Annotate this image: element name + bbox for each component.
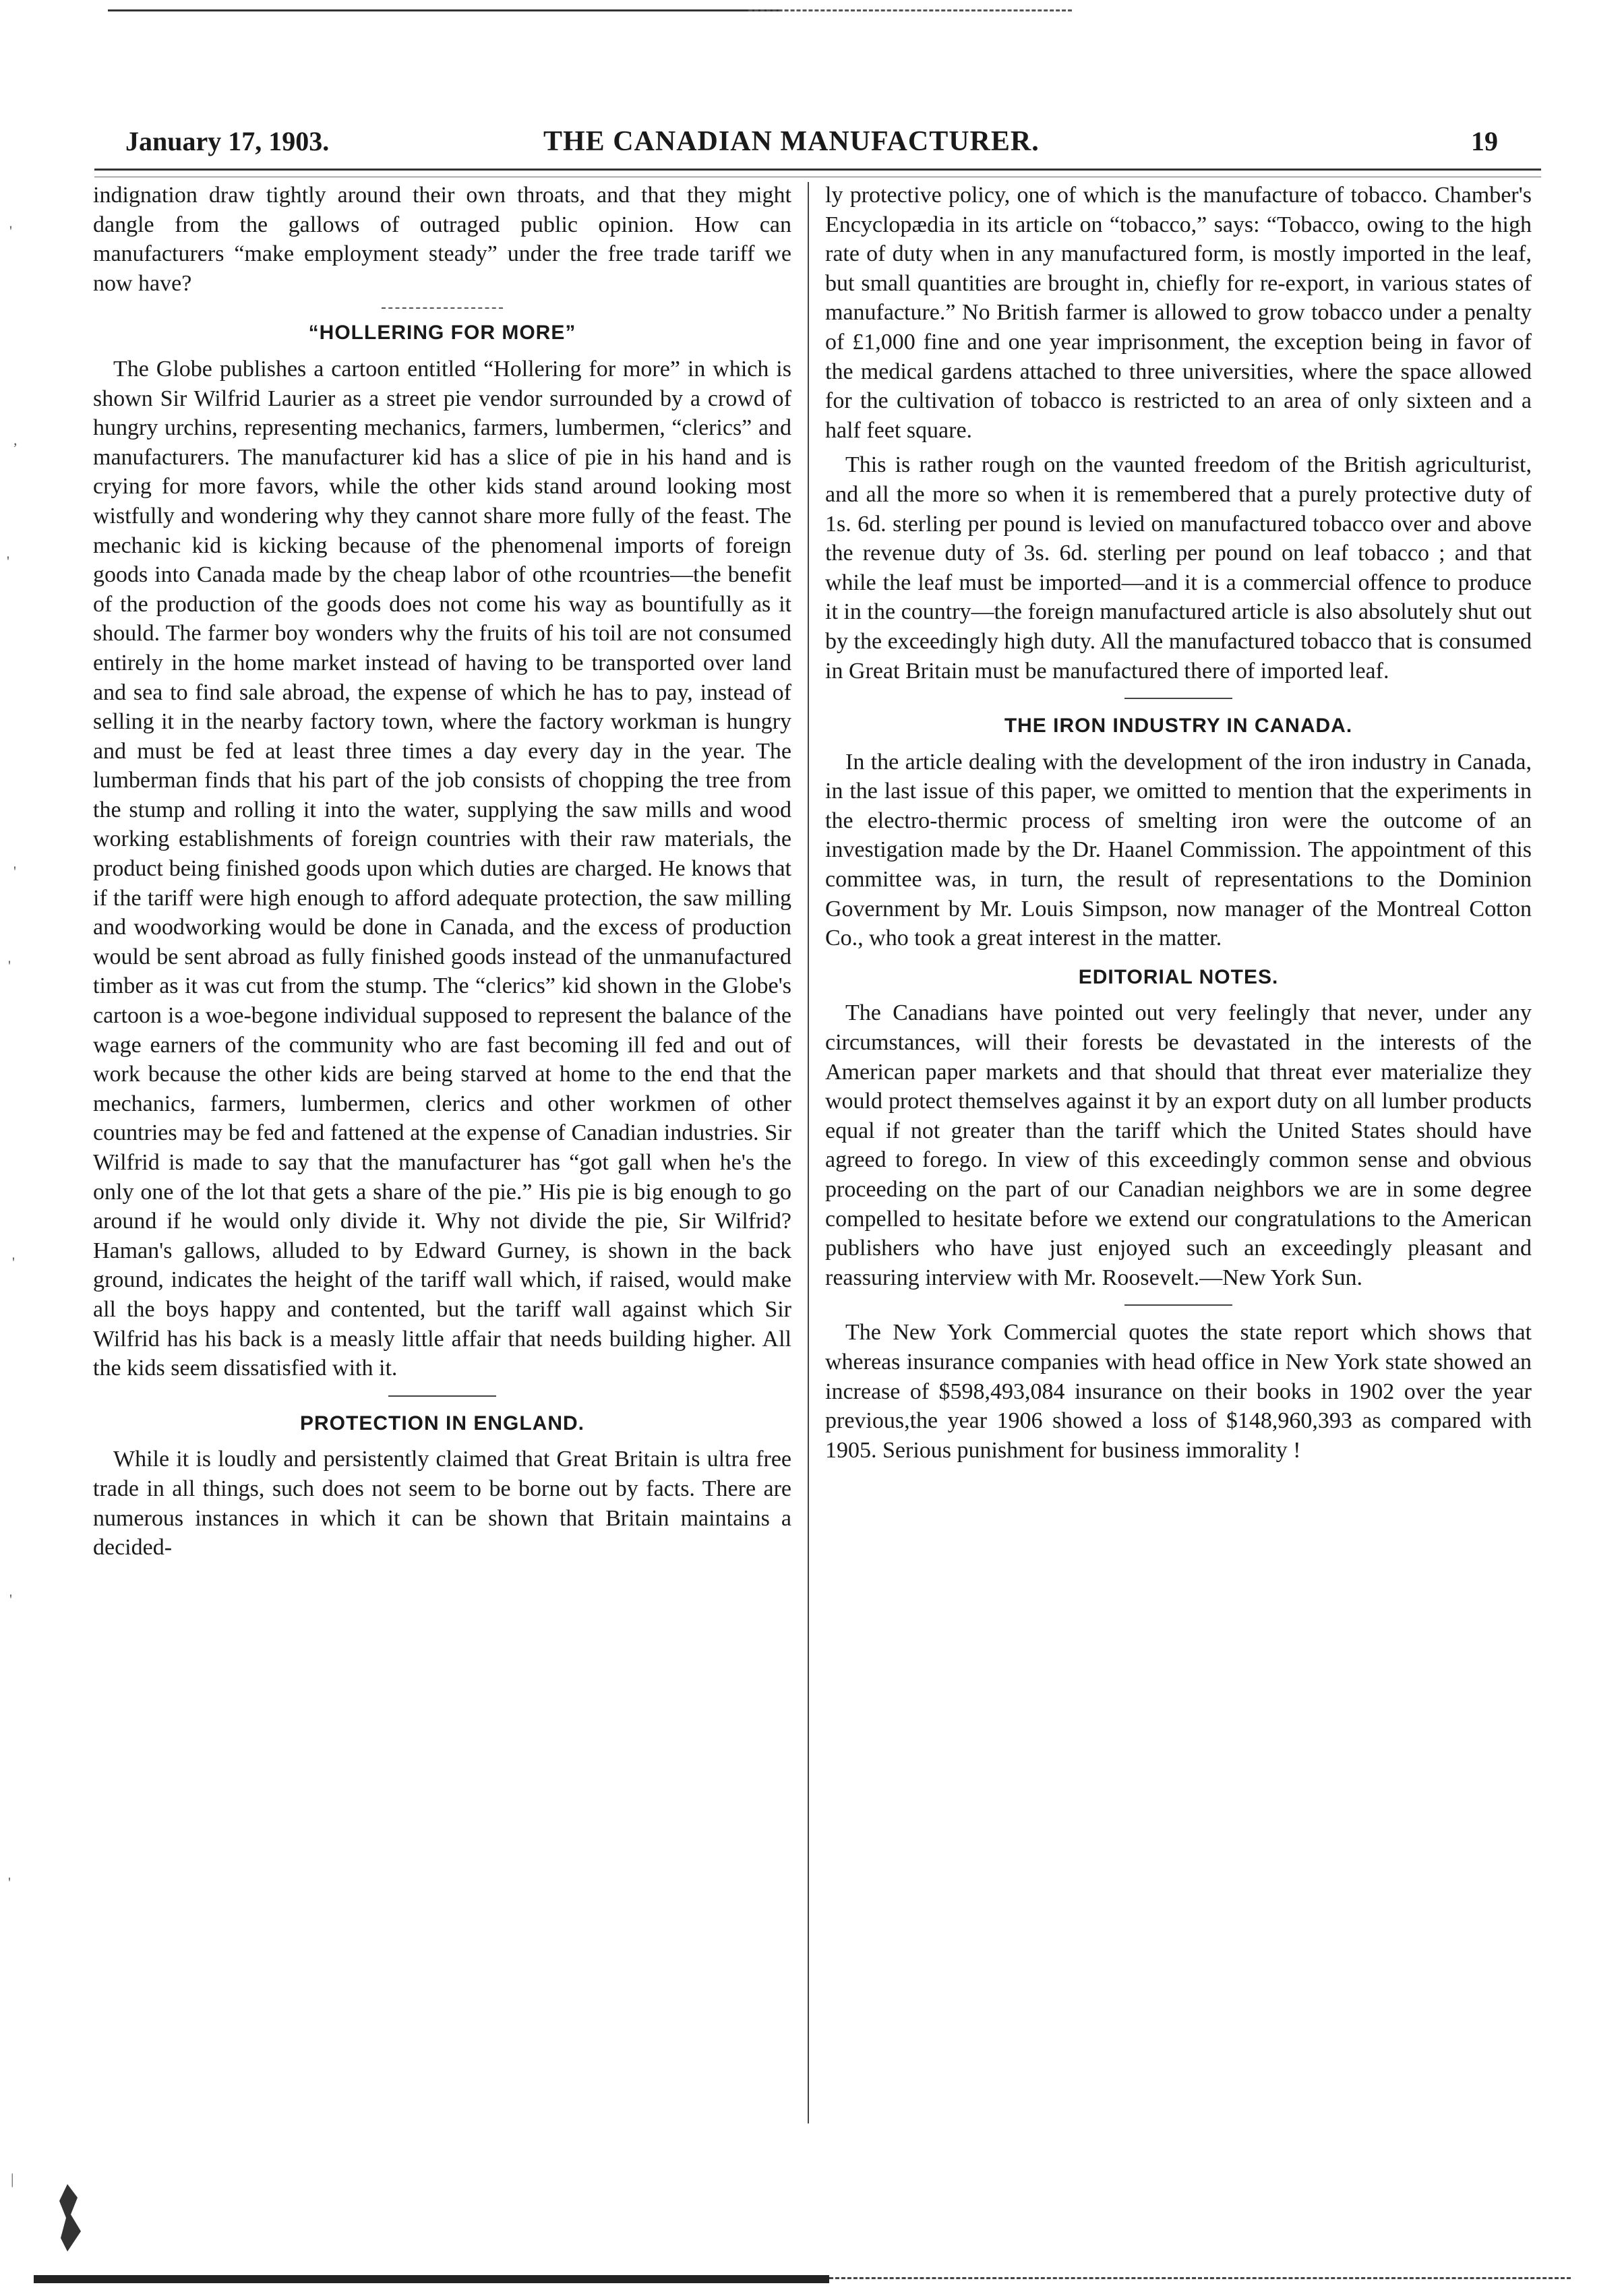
- paragraph: The New York Commercial quotes the state report which shows that whereas insurance companies with head office in New York state showed an increase of $598,493,084 insurance on their books in 1902 over the year previous,the year 1906 showed a loss of $148,960,393 as compared with 1905. Serious punishment for business immorality !: [825, 1320, 1532, 1463]
- section-separator: [382, 307, 503, 309]
- publication-title: THE CANADIAN MANUFACTURER.: [543, 126, 1040, 157]
- header-rule: [94, 169, 1541, 171]
- issue-date: January 17, 1903.: [125, 126, 330, 156]
- top-dashed-rule: [748, 9, 1072, 11]
- scan-margin-marks: ' , ' ' ' ' ' ' |: [7, 222, 18, 2187]
- paragraph: indignation draw tightly around their own throats, and that they might dangle from the gallows of outraged public opinion. How can manufacturers “make employment steady” under the free trade tariff we now have?: [93, 183, 791, 296]
- bottom-dashed-rule: [829, 2277, 1571, 2279]
- ink-blot-mark: [54, 2177, 94, 2258]
- right-column: [825, 181, 1532, 2237]
- section-heading: PROTECTION IN ENGLAND.: [299, 1412, 584, 1434]
- section-heading: “HOLLERING FOR MORE”: [308, 322, 576, 344]
- bottom-rule: [34, 2275, 829, 2283]
- page-header: [125, 125, 1521, 166]
- top-rule: [108, 9, 782, 11]
- section-separator: [1124, 698, 1232, 699]
- column-divider: [808, 182, 809, 2123]
- section-separator: [1124, 1304, 1232, 1306]
- paragraph: The Canadians have pointed out very feelingly that never, under any circumstances, will their forests be devastated in the interests of the American paper markets and that should that threat ever materialize they would protect themselves against it by an export duty on all lumber products equal if not greater than the tariff which the United States should have agreed to forego. In view of this exceedingly common sense and obvious proceeding on the part of our Canadian neighbors we are in some degree compelled to hesitate before we extend our congratulations to the American publishers who have just enjoyed such an exceedingly pleasant and reassuring interview with Mr. Roosevelt.—New York Sun.: [825, 1000, 1532, 1290]
- section-heading: THE IRON INDUSTRY IN CANADA.: [1004, 715, 1353, 737]
- page-number: 19: [1471, 126, 1498, 156]
- paragraph: In the article dealing with the development of the iron industry in Canada, in the last issue of this paper, we omitted to mention that the experiments in the electro-thermic process of smelting iron were the outcome of an investigation made by the Dr. Haanel Commission. The appointment of this committee was, in turn, the result of representations to the Dominion Government by Mr. Louis Simpson, now manager of the Montreal Cotton Co., who took a great interest in the matter.: [825, 749, 1532, 951]
- section-separator: [388, 1395, 496, 1397]
- paragraph: The Globe publishes a cartoon entitled “Hollering for more” in which is shown Sir Wilfrid Laurier as a street pie vendor surrounded by a crowd of hungry urchins, representing mechanics, farmers, lumbermen, “clerics” and manufacturers. The manufacturer kid has a slice of pie in his hand and is crying for more favors, while the other kids stand around looking most wistfully and wondering why they cannot share more fully of the feast. The mechanic kid is kicking because of the phenomenal imports of foreign goods into Canada made by the cheap labor of othe rcountries—the benefit of the production of the goods does not come his way as bountifully as it should. The farmer boy wonders why the fruits of his toil are not consumed entirely in the home market instead of having to be transported over land and sea to find sale abroad, the expense of which he has to pay, instead of selling it in the nearby factory town, where the factory workman is hungry and must be fed at least three times a day every day in the year. The lumberman finds that his part of the job consists of chopping the tree from the stump and rolling it into the water, supplying the saw mills and wood working establishments of foreign countries with their raw materials, the product being finished goods upon which duties are charged. He knows that if the tariff were high enough to afford adequate protection, the saw milling and woodworking would be done in Canada, and the excess of production would be sent abroad as fully finished goods instead of the unmanufactured timber as it was cut from the stump. The “clerics” kid shown in the Globe's cartoon is a woe-begone individual supposed to represent the balance of the wage earners of the community who are fast becoming ill fed and out of work because the other kids are being starved at home to the end that the mechanics, farmers, lumbermen, clerics and other workmen of other countries may be fed and fattened at the expense of Canadian industries. Sir Wilfrid is made to say that the manufacturer has “got gall when he's the only one of the lot that gets a share of the pie.” His pie is big enough to go around if he would only divide it. Why not divide the pie, Sir Wilfrid? Haman's gallows, alluded to by Edward Gurney, is shown in the back ground, indicates the height of the tariff wall which, if raised, would make all the boys happy and contented, but the tariff wall against which Sir Wilfrid has his back is a measly little affair that needs building higher. All the kids seem dissatisfied with it.: [93, 356, 791, 1381]
- left-column: [93, 181, 791, 2237]
- paragraph: ly protective policy, one of which is the manufacture of tobacco. Chamber's Encyclopædia in its article on “tobacco,” says: “Tobacco, owing to the high rate of duty when in any manufactured form, is mostly imported in the leaf, but small quantities are brought in, chiefly for re-export, in various states of manufacture.” No British farmer is allowed to grow tobacco under a penalty of £1,000 fine and one year imprisonment, the exception being in favor of the medical gardens attached to three universities, where the space allowed for the cultivation of tobacco is restricted to an area of only sixteen and a half feet square.: [825, 183, 1532, 443]
- paragraph: While it is loudly and persistently claimed that Great Britain is ultra free trade in all things, such does not seem to be borne out by facts. There are numerous instances in which it can be shown that Britain maintains a decided-: [93, 1447, 791, 1561]
- paragraph: This is rather rough on the vaunted freedom of the British agriculturist, and all the more so when it is remembered that a purely protective duty of 1s. 6d. sterling per pound is levied on manufactured tobacco over and above the revenue duty of 3s. 6d. sterling per pound on leaf tobacco ; and that while the leaf must be imported—and it is a commercial offence to produce it in the country—the foreign manufactured article is also absolutely shut out by the exceedingly high duty. All the manufactured tobacco that is consumed in Great Britain must be manufactured there of imported leaf.: [825, 452, 1532, 684]
- section-heading: EDITORIAL NOTES.: [1078, 965, 1279, 988]
